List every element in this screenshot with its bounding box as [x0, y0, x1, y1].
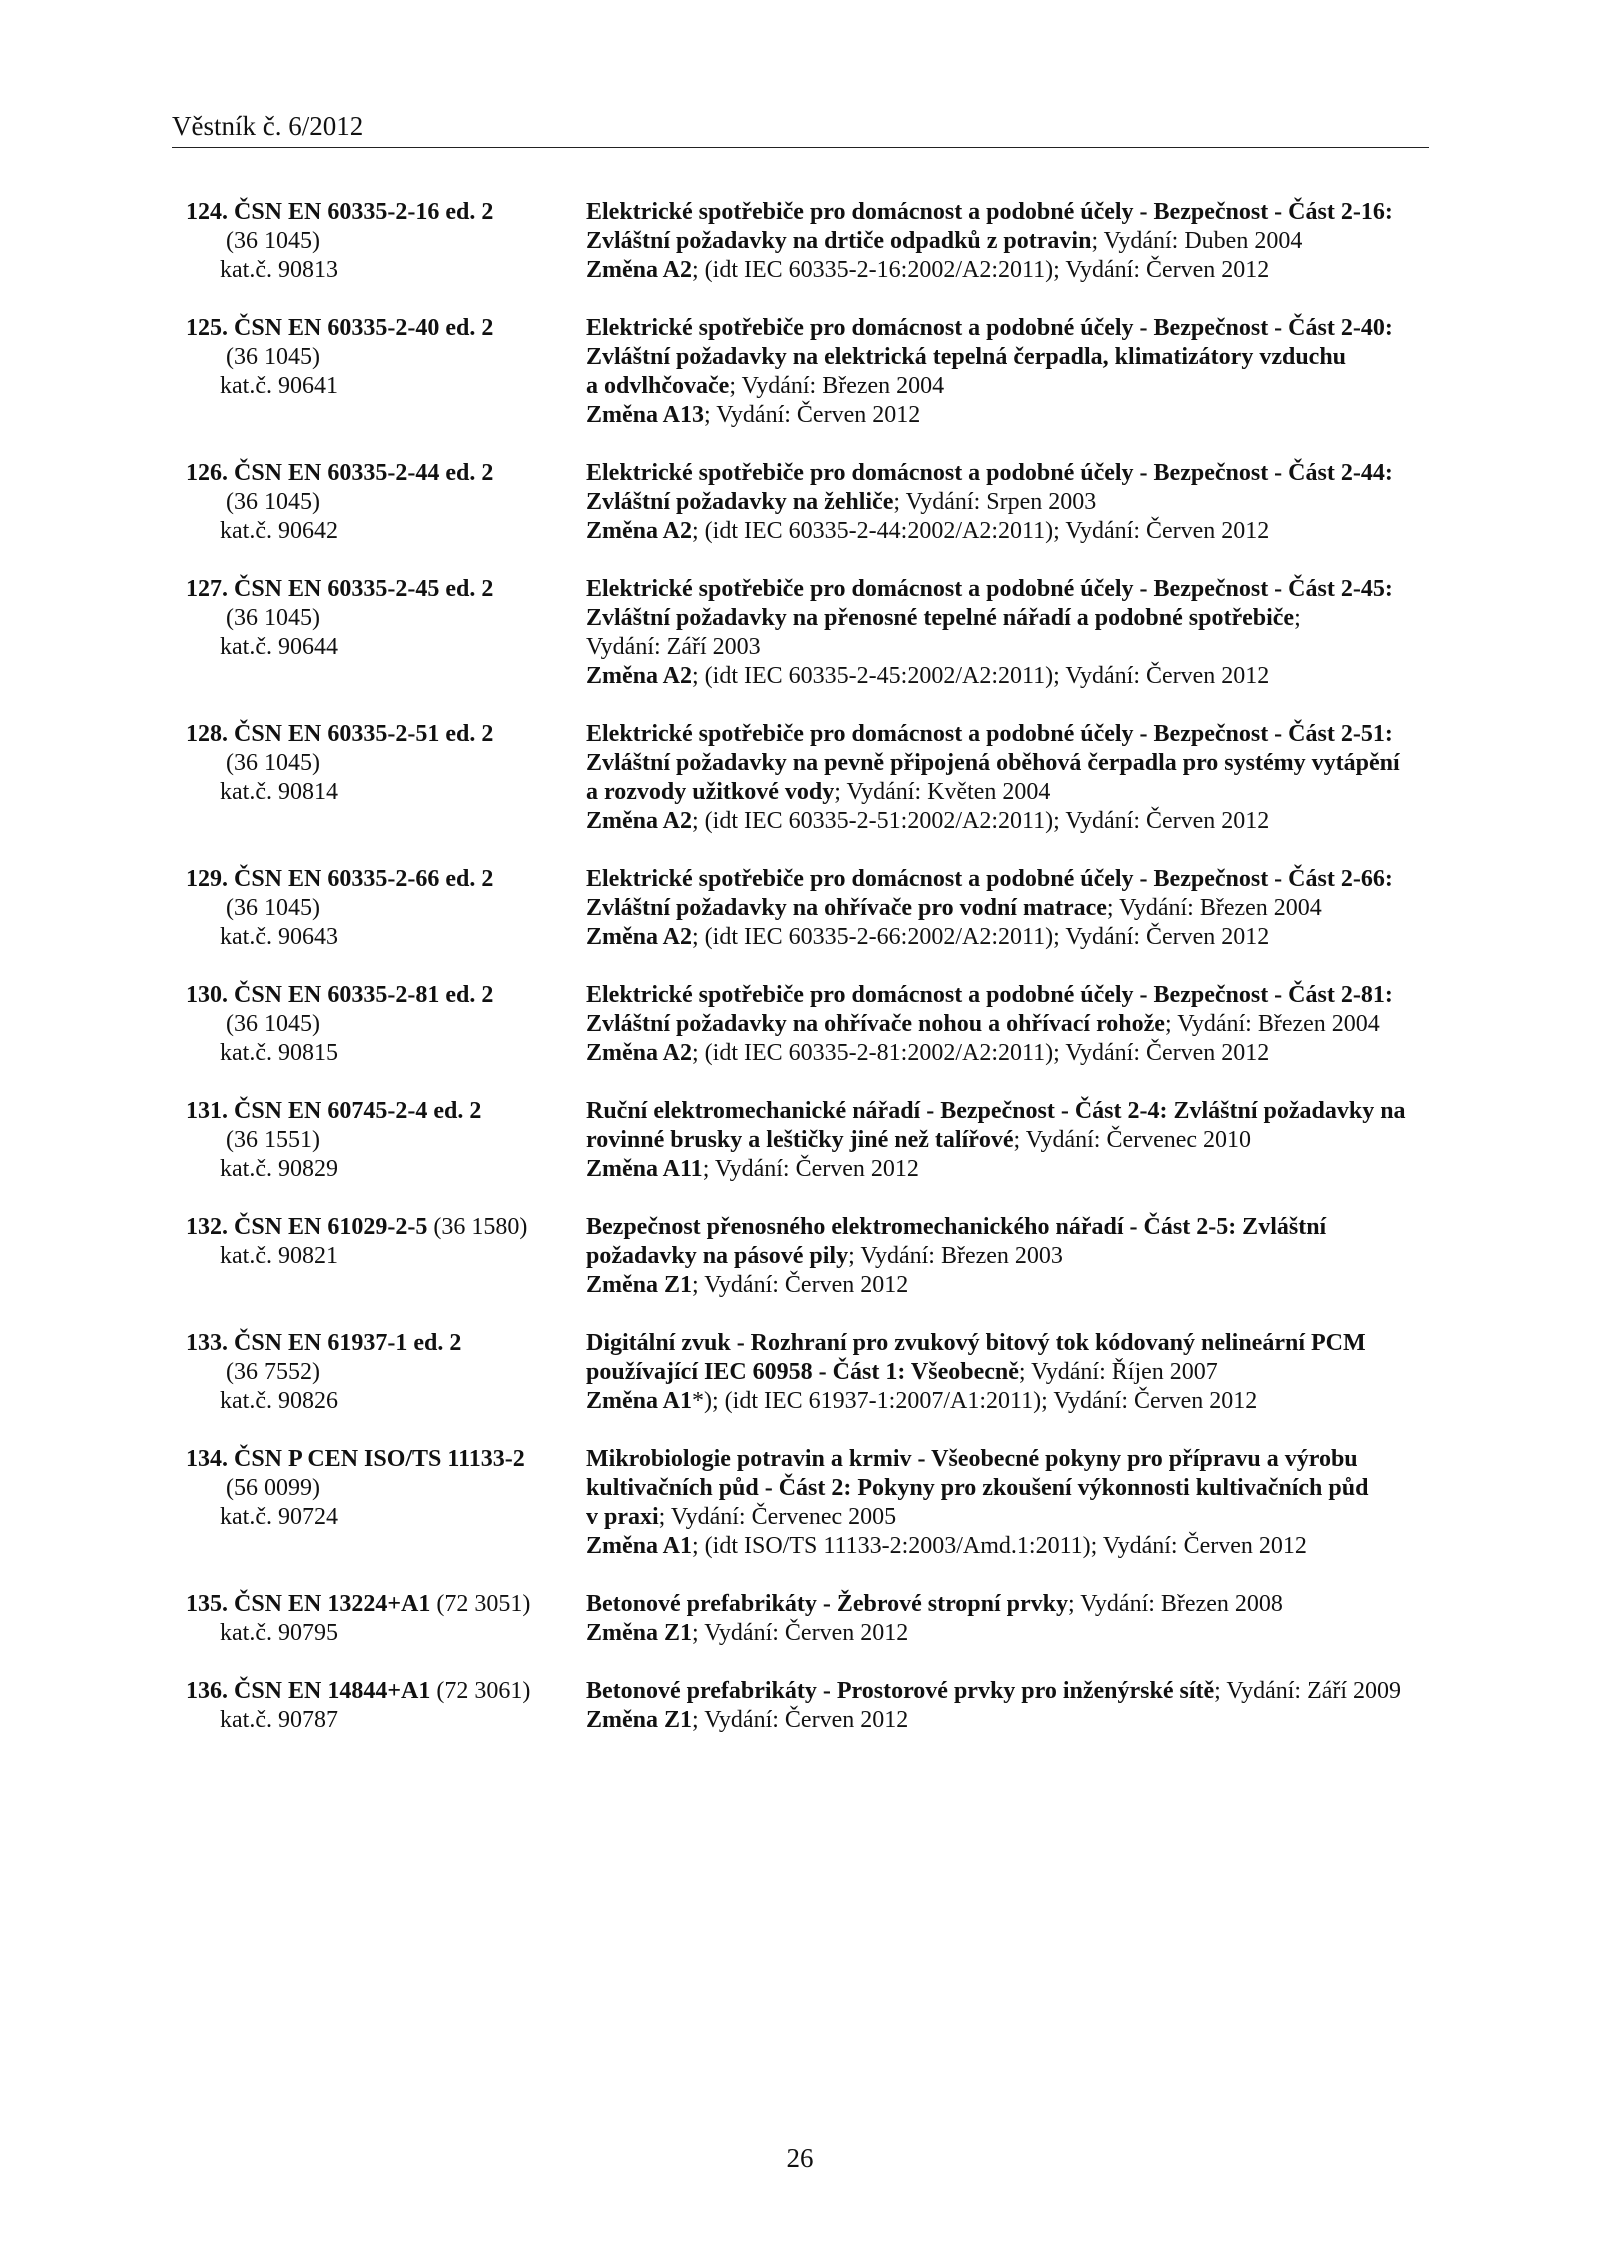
- description-line: [586, 314, 1426, 343]
- standard-designation: ČSN EN 60745-2-4 ed. 2: [234, 1098, 482, 1124]
- description-line: [586, 749, 1426, 778]
- description-plain-text: ; (idt ISO/TS 11133-2:2003/Amd.1:2011); Vydání: Červen 2012: [692, 1533, 1307, 1559]
- page-number: 26: [786, 2143, 814, 2173]
- description-bold-text: Elektrické spotřebiče pro domácnost a podobné účely - Bezpečnost - Část 2-45:: [586, 576, 1393, 602]
- classification-code: (36 1045): [226, 228, 320, 254]
- standard-entry: [186, 981, 1426, 1068]
- description-line: [586, 1213, 1426, 1242]
- description-line: [586, 1619, 1426, 1648]
- description-plain-text: ; Vydání: Červen 2012: [704, 402, 921, 428]
- standards-list: [186, 198, 1426, 1764]
- standard-description: [586, 314, 1426, 430]
- description-line: [586, 894, 1426, 923]
- standard-entry: [186, 459, 1426, 546]
- description-plain-text: ; Vydání: Srpen 2003: [893, 489, 1097, 515]
- description-line: [586, 1590, 1426, 1619]
- catalog-number: kat.č. 90813: [220, 257, 338, 283]
- catalog-number: kat.č. 90724: [220, 1504, 338, 1530]
- entry-number: 135.: [186, 1591, 228, 1617]
- description-bold-text: Betonové prefabrikáty - Žebrové stropní prvky: [586, 1591, 1069, 1617]
- description-bold-text: Elektrické spotřebiče pro domácnost a podobné účely - Bezpečnost - Část 2-40:: [586, 315, 1393, 341]
- standard-entry: [186, 865, 1426, 952]
- standard-description: [586, 1097, 1426, 1184]
- standard-description: [586, 981, 1426, 1068]
- description-plain-text: ; Vydání: Červenec 2010: [1013, 1127, 1252, 1153]
- description-line: [586, 517, 1426, 546]
- description-bold-text: Změna A2: [586, 808, 693, 834]
- description-line: [586, 372, 1426, 401]
- description-line: [586, 807, 1426, 836]
- description-plain-text: ; Vydání: Září 2009: [1214, 1678, 1402, 1704]
- description-bold-text: používající IEC 60958 - Část 1: Všeobecně: [586, 1359, 1019, 1385]
- standard-entry: [186, 1213, 1426, 1300]
- description-plain-text: ; Vydání: Březen 2003: [848, 1243, 1063, 1269]
- classification-code: (36 1045): [226, 489, 320, 515]
- standard-designation-line: [186, 1590, 586, 1619]
- standard-identifier: [186, 865, 586, 952]
- description-bold-text: Změna Z1: [586, 1707, 693, 1733]
- description-line: [586, 1010, 1426, 1039]
- description-plain-text: ; Vydání: Červenec 2005: [658, 1504, 897, 1530]
- description-bold-text: Změna A1: [586, 1388, 693, 1414]
- description-plain-text: ;: [1294, 605, 1301, 631]
- standard-designation: ČSN P CEN ISO/TS 11133-2: [234, 1446, 525, 1472]
- description-line: [586, 1387, 1426, 1416]
- header-divider: [172, 147, 1429, 148]
- entry-number: 131.: [186, 1098, 228, 1124]
- description-line: [586, 865, 1426, 894]
- standard-entry: [186, 1590, 1426, 1648]
- standard-description: [586, 459, 1426, 546]
- classification-code: (36 7552): [226, 1359, 320, 1385]
- standard-designation: ČSN EN 60335-2-66 ed. 2: [234, 866, 494, 892]
- description-line: [586, 401, 1426, 430]
- standard-designation-line: [186, 1097, 586, 1126]
- description-plain-text: ; (idt IEC 60335-2-81:2002/A2:2011); Vydání: Červen 2012: [692, 1040, 1270, 1066]
- description-plain-text: ; Vydání: Březen 2008: [1068, 1591, 1283, 1617]
- description-bold-text: Zvláštní požadavky na přenosné tepelné nářadí a podobné spotřebiče: [586, 605, 1295, 631]
- standard-designation: ČSN EN 14844+A1: [234, 1678, 431, 1704]
- standard-identifier: [186, 981, 586, 1068]
- entry-number: 124.: [186, 199, 228, 225]
- description-plain-text: ; Vydání: Červen 2012: [692, 1707, 909, 1733]
- description-bold-text: Betonové prefabrikáty - Prostorové prvky pro inženýrské sítě: [586, 1678, 1215, 1704]
- standard-designation: ČSN EN 60335-2-81 ed. 2: [234, 982, 494, 1008]
- description-plain-text: Vydání: Září 2003: [586, 634, 761, 660]
- description-line: [586, 604, 1426, 633]
- description-bold-text: v praxi: [586, 1504, 659, 1530]
- classification-code: (36 1045): [226, 895, 320, 921]
- entry-number: 128.: [186, 721, 228, 747]
- description-plain-text: ; Vydání: Březen 2004: [1164, 1011, 1380, 1037]
- standard-description: [586, 720, 1426, 836]
- description-bold-text: Změna A2: [586, 663, 693, 689]
- catalog-number: kat.č. 90643: [220, 924, 338, 950]
- description-line: [586, 1474, 1426, 1503]
- description-bold-text: Zvláštní požadavky na elektrická tepelná čerpadla, klimatizátory vzduchu: [586, 344, 1347, 370]
- standard-description: [586, 865, 1426, 952]
- description-plain-text: ; (idt IEC 60335-2-16:2002/A2:2011); Vydání: Červen 2012: [692, 257, 1270, 283]
- description-plain-text: ; (idt IEC 60335-2-51:2002/A2:2011); Vydání: Červen 2012: [692, 808, 1270, 834]
- standard-designation-line: [186, 1213, 586, 1242]
- standard-designation: ČSN EN 13224+A1: [234, 1591, 431, 1617]
- description-line: [586, 1155, 1426, 1184]
- entry-number: 132.: [186, 1214, 228, 1240]
- description-plain-text: ; Vydání: Květen 2004: [834, 779, 1051, 805]
- classification-code: (36 1045): [226, 605, 320, 631]
- description-bold-text: Elektrické spotřebiče pro domácnost a podobné účely - Bezpečnost - Část 2-81:: [586, 982, 1393, 1008]
- standard-entry: [186, 198, 1426, 285]
- catalog-number: kat.č. 90821: [220, 1243, 338, 1269]
- description-plain-text: *); (idt IEC 61937-1:2007/A1:2011); Vydání: Červen 2012: [692, 1388, 1258, 1414]
- description-bold-text: Zvláštní požadavky na drtiče odpadků z potravin: [586, 228, 1092, 254]
- description-plain-text: ; (idt IEC 60335-2-66:2002/A2:2011); Vydání: Červen 2012: [692, 924, 1270, 950]
- classification-code: (36 1551): [226, 1127, 320, 1153]
- standard-entry: [186, 1097, 1426, 1184]
- standard-designation-line: [186, 981, 586, 1010]
- classification-code-inline: (72 3051): [430, 1591, 531, 1617]
- description-plain-text: ; Vydání: Červen 2012: [702, 1156, 919, 1182]
- catalog-number: kat.č. 90641: [220, 373, 338, 399]
- description-line: [586, 1706, 1426, 1735]
- catalog-number: kat.č. 90815: [220, 1040, 338, 1066]
- standard-entry: [186, 575, 1426, 691]
- description-plain-text: ; (idt IEC 60335-2-45:2002/A2:2011); Vydání: Červen 2012: [692, 663, 1270, 689]
- description-line: [586, 488, 1426, 517]
- description-bold-text: Změna Z1: [586, 1620, 693, 1646]
- description-line: [586, 1358, 1426, 1387]
- standard-identifier: [186, 1590, 586, 1648]
- description-bold-text: rovinné brusky a leštičky jiné než talířové: [586, 1127, 1014, 1153]
- standard-designation: ČSN EN 60335-2-16 ed. 2: [234, 199, 494, 225]
- description-plain-text: ; Vydání: Březen 2004: [1106, 895, 1322, 921]
- standard-designation-line: [186, 459, 586, 488]
- standard-entry: [186, 1445, 1426, 1561]
- standard-designation-line: [186, 198, 586, 227]
- description-plain-text: ; Vydání: Říjen 2007: [1018, 1359, 1218, 1385]
- standard-identifier: [186, 198, 586, 285]
- entry-number: 126.: [186, 460, 228, 486]
- description-line: [586, 1242, 1426, 1271]
- description-line: [586, 1271, 1426, 1300]
- standard-identifier: [186, 1097, 586, 1184]
- description-line: [586, 662, 1426, 691]
- standard-designation: ČSN EN 60335-2-51 ed. 2: [234, 721, 494, 747]
- standard-identifier: [186, 1445, 586, 1561]
- standard-designation-line: [186, 720, 586, 749]
- standard-description: [586, 1677, 1426, 1735]
- description-bold-text: Mikrobiologie potravin a krmiv - Všeobecné pokyny pro přípravu a výrobu: [586, 1446, 1358, 1472]
- standard-designation: ČSN EN 60335-2-45 ed. 2: [234, 576, 494, 602]
- description-line: [586, 575, 1426, 604]
- standard-designation-line: [186, 314, 586, 343]
- classification-code: (36 1045): [226, 344, 320, 370]
- standard-designation: ČSN EN 60335-2-44 ed. 2: [234, 460, 494, 486]
- description-bold-text: kultivačních půd - Část 2: Pokyny pro zkoušení výkonnosti kultivačních půd: [586, 1475, 1369, 1501]
- description-bold-text: Bezpečnost přenosného elektromechanického nářadí - Část 2-5: Zvláštní: [586, 1214, 1327, 1240]
- entry-number: 125.: [186, 315, 228, 341]
- classification-code-inline: (36 1580): [427, 1214, 528, 1240]
- description-bold-text: Zvláštní požadavky na ohřívače pro vodní matrace: [586, 895, 1107, 921]
- entry-number: 129.: [186, 866, 228, 892]
- description-bold-text: Změna A2: [586, 1040, 693, 1066]
- description-bold-text: Elektrické spotřebiče pro domácnost a podobné účely - Bezpečnost - Část 2-44:: [586, 460, 1393, 486]
- catalog-number: kat.č. 90829: [220, 1156, 338, 1182]
- standard-designation-line: [186, 1677, 586, 1706]
- description-line: [586, 256, 1426, 285]
- description-plain-text: ; Vydání: Červen 2012: [692, 1272, 909, 1298]
- standard-entry: [186, 1329, 1426, 1416]
- standard-designation: ČSN EN 61029-2-5: [234, 1214, 428, 1240]
- description-bold-text: Zvláštní požadavky na ohřívače nohou a ohřívací rohože: [586, 1011, 1165, 1037]
- catalog-number: kat.č. 90787: [220, 1707, 338, 1733]
- description-bold-text: Elektrické spotřebiče pro domácnost a podobné účely - Bezpečnost - Část 2-66:: [586, 866, 1393, 892]
- standard-identifier: [186, 314, 586, 430]
- description-line: [586, 227, 1426, 256]
- description-line: [586, 1445, 1426, 1474]
- description-line: [586, 1677, 1426, 1706]
- catalog-number: kat.č. 90644: [220, 634, 338, 660]
- classification-code: (56 0099): [226, 1475, 320, 1501]
- standard-designation-line: [186, 1445, 586, 1474]
- catalog-number: kat.č. 90826: [220, 1388, 338, 1414]
- description-plain-text: ; Vydání: Březen 2004: [729, 373, 945, 399]
- description-line: [586, 778, 1426, 807]
- standard-identifier: [186, 1329, 586, 1416]
- description-bold-text: Změna A2: [586, 924, 693, 950]
- description-bold-text: a rozvody užitkové vody: [586, 779, 835, 805]
- description-bold-text: Elektrické spotřebiče pro domácnost a podobné účely - Bezpečnost - Část 2-16:: [586, 199, 1393, 225]
- standard-entry: [186, 314, 1426, 430]
- description-line: [586, 198, 1426, 227]
- standard-identifier: [186, 575, 586, 691]
- description-bold-text: požadavky na pásové pily: [586, 1243, 849, 1269]
- catalog-number: kat.č. 90814: [220, 779, 338, 805]
- entry-number: 130.: [186, 982, 228, 1008]
- description-line: [586, 1126, 1426, 1155]
- description-line: [586, 1532, 1426, 1561]
- description-line: [586, 343, 1426, 372]
- standard-designation-line: [186, 1329, 586, 1358]
- standard-designation-line: [186, 865, 586, 894]
- description-bold-text: Ruční elektromechanické nářadí - Bezpečnost - Část 2-4: Zvláštní požadavky na: [586, 1098, 1406, 1124]
- description-bold-text: Změna Z1: [586, 1272, 693, 1298]
- description-bold-text: Zvláštní požadavky na žehliče: [586, 489, 894, 515]
- description-line: [586, 1503, 1426, 1532]
- description-line: [586, 981, 1426, 1010]
- standard-designation: ČSN EN 61937-1 ed. 2: [234, 1330, 462, 1356]
- standard-description: [586, 1590, 1426, 1648]
- description-line: [586, 459, 1426, 488]
- standard-description: [586, 1329, 1426, 1416]
- standard-entry: [186, 1677, 1426, 1735]
- entry-number: 136.: [186, 1678, 228, 1704]
- bulletin-title: Věstník č. 6/2012: [172, 111, 364, 141]
- description-bold-text: Změna A13: [586, 402, 705, 428]
- standard-entry: [186, 720, 1426, 836]
- description-bold-text: Změna A1: [586, 1533, 693, 1559]
- standard-designation: ČSN EN 60335-2-40 ed. 2: [234, 315, 494, 341]
- standard-identifier: [186, 1213, 586, 1300]
- description-line: [586, 633, 1426, 662]
- description-line: [586, 923, 1426, 952]
- entry-number: 133.: [186, 1330, 228, 1356]
- catalog-number: kat.č. 90795: [220, 1620, 338, 1646]
- standard-description: [586, 1445, 1426, 1561]
- catalog-number: kat.č. 90642: [220, 518, 338, 544]
- standard-description: [586, 198, 1426, 285]
- description-bold-text: Změna A11: [586, 1156, 703, 1182]
- description-bold-text: a odvlhčovače: [586, 373, 730, 399]
- description-plain-text: ; Vydání: Duben 2004: [1091, 228, 1303, 254]
- description-bold-text: Digitální zvuk - Rozhraní pro zvukový bitový tok kódovaný nelineární PCM: [586, 1330, 1366, 1356]
- entry-number: 134.: [186, 1446, 228, 1472]
- description-line: [586, 1097, 1426, 1126]
- description-line: [586, 720, 1426, 749]
- standard-identifier: [186, 459, 586, 546]
- classification-code: (36 1045): [226, 750, 320, 776]
- entry-number: 127.: [186, 576, 228, 602]
- standard-designation-line: [186, 575, 586, 604]
- standard-description: [586, 1213, 1426, 1300]
- description-plain-text: ; Vydání: Červen 2012: [692, 1620, 909, 1646]
- classification-code: (36 1045): [226, 1011, 320, 1037]
- description-bold-text: Změna A2: [586, 518, 693, 544]
- description-bold-text: Zvláštní požadavky na pevně připojená oběhová čerpadla pro systémy vytápění: [586, 750, 1400, 776]
- classification-code-inline: (72 3061): [430, 1678, 531, 1704]
- description-plain-text: ; (idt IEC 60335-2-44:2002/A2:2011); Vydání: Červen 2012: [692, 518, 1270, 544]
- description-line: [586, 1329, 1426, 1358]
- description-bold-text: Změna A2: [586, 257, 693, 283]
- standard-description: [586, 575, 1426, 691]
- standard-identifier: [186, 720, 586, 836]
- description-line: [586, 1039, 1426, 1068]
- description-bold-text: Elektrické spotřebiče pro domácnost a podobné účely - Bezpečnost - Část 2-51:: [586, 721, 1393, 747]
- standard-identifier: [186, 1677, 586, 1735]
